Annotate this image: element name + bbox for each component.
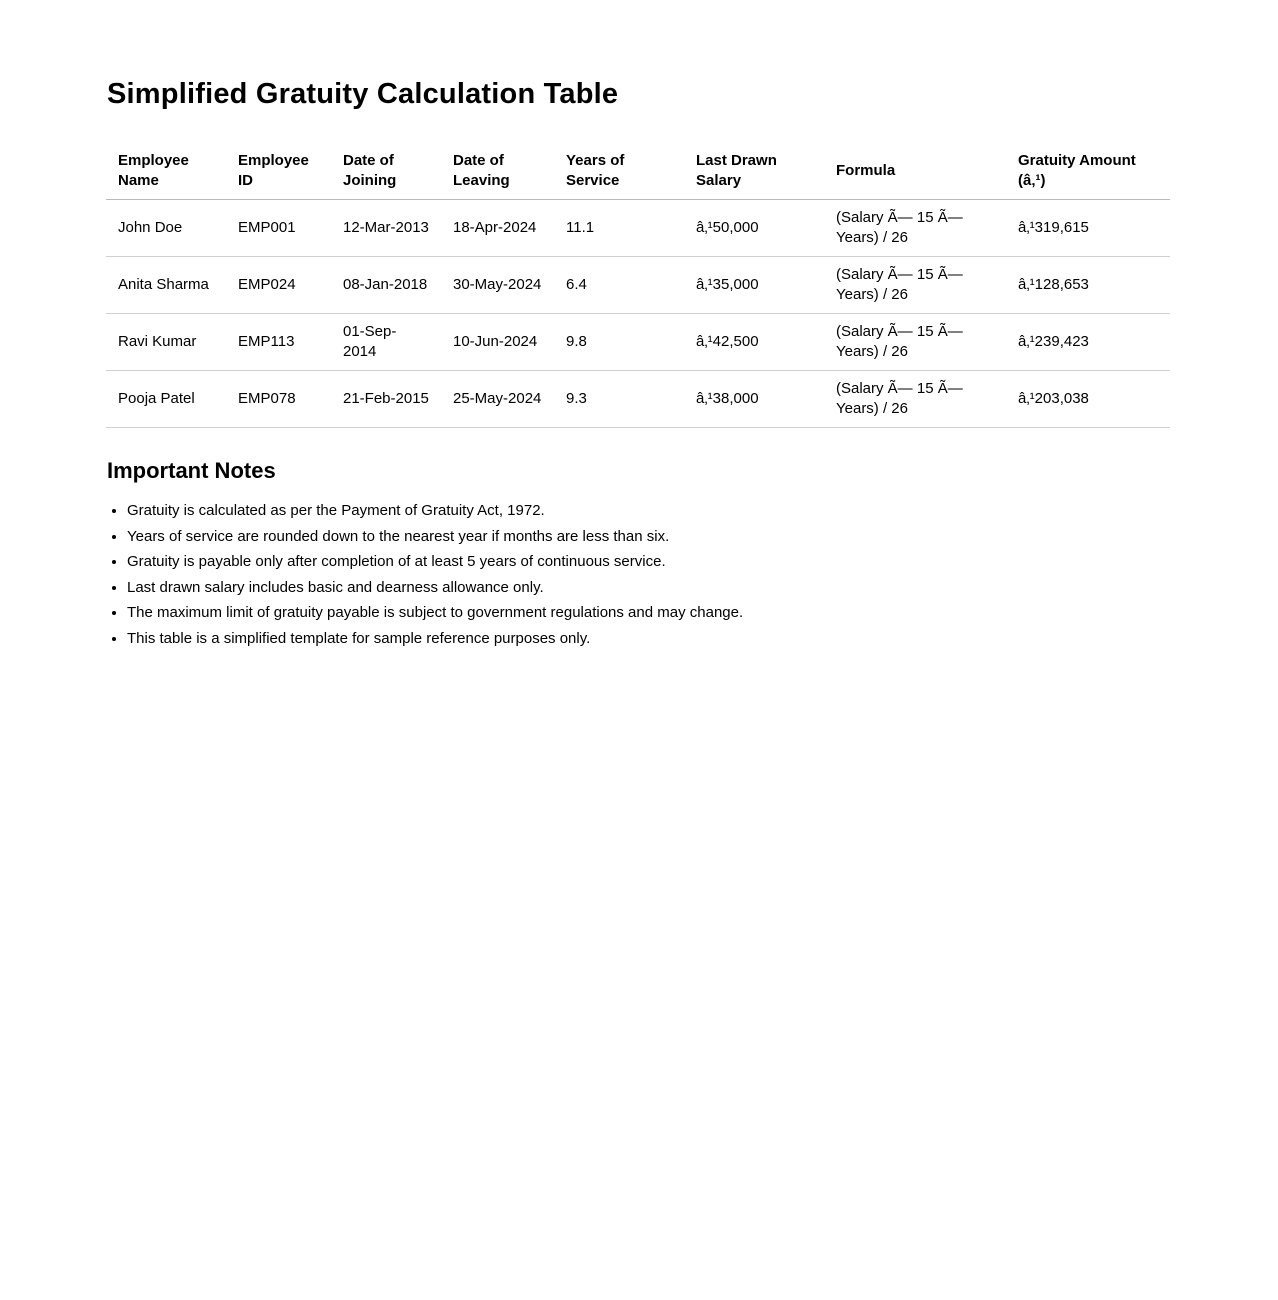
column-header-last-drawn-salary: Last Drawn Salary: [684, 143, 824, 200]
cell-formula: (Salary Ã— 15 Ã— Years) / 26: [824, 371, 1006, 428]
column-header-gratuity-amount: Gratuity Amount (â‚¹): [1006, 143, 1170, 200]
cell-date-of-leaving: 18-Apr-2024: [441, 200, 554, 257]
cell-employee-id: EMP078: [226, 371, 331, 428]
table-header-row: [106, 143, 1170, 200]
cell-years-of-service: 11.1: [554, 200, 684, 257]
column-header-formula: Formula: [824, 143, 1006, 200]
note-item: • Years of service are rounded down to the nearest year if months are less than six.: [127, 524, 1170, 550]
note-item: • This table is a simplified template for sample reference purposes only.: [127, 626, 1170, 652]
cell-last-drawn-salary: â‚¹42,500: [684, 314, 824, 371]
note-item: • Last drawn salary includes basic and dearness allowance only.: [127, 575, 1170, 601]
cell-gratuity-amount: â‚¹128,653: [1006, 257, 1170, 314]
cell-formula: (Salary Ã— 15 Ã— Years) / 26: [824, 200, 1006, 257]
cell-date-of-leaving: 30-May-2024: [441, 257, 554, 314]
note-item: • The maximum limit of gratuity payable is subject to government regulations and may change.: [127, 600, 1170, 626]
note-item: • Gratuity is calculated as per the Payment of Gratuity Act, 1972.: [127, 498, 1170, 524]
table-row: [106, 200, 1170, 257]
cell-date-of-joining: 01-Sep-2014: [331, 314, 441, 371]
column-header-date-of-leaving: Date of Leaving: [441, 143, 554, 200]
column-header-employee-id: Employee ID: [226, 143, 331, 200]
cell-gratuity-amount: â‚¹239,423: [1006, 314, 1170, 371]
table-row: [106, 257, 1170, 314]
cell-last-drawn-salary: â‚¹35,000: [684, 257, 824, 314]
column-header-date-of-joining: Date of Joining: [331, 143, 441, 200]
cell-date-of-joining: 08-Jan-2018: [331, 257, 441, 314]
cell-last-drawn-salary: â‚¹38,000: [684, 371, 824, 428]
table-row: [106, 371, 1170, 428]
gratuity-table: [106, 143, 1170, 428]
cell-years-of-service: 9.8: [554, 314, 684, 371]
cell-formula: (Salary Ã— 15 Ã— Years) / 26: [824, 257, 1006, 314]
table-row: [106, 314, 1170, 371]
document-page: [106, 0, 1170, 711]
column-header-employee-name: Employee Name: [106, 143, 226, 200]
cell-date-of-leaving: 25-May-2024: [441, 371, 554, 428]
cell-gratuity-amount: â‚¹203,038: [1006, 371, 1170, 428]
cell-employee-id: EMP113: [226, 314, 331, 371]
cell-gratuity-amount: â‚¹319,615: [1006, 200, 1170, 257]
page-title: Simplified Gratuity Calculation Table: [107, 78, 619, 110]
cell-date-of-leaving: 10-Jun-2024: [441, 314, 554, 371]
cell-employee-id: EMP024: [226, 257, 331, 314]
column-header-years-of-service: Years of Service: [554, 143, 684, 200]
notes-list: [106, 498, 1170, 651]
cell-employee-name: Anita Sharma: [106, 257, 226, 314]
cell-formula: (Salary Ã— 15 Ã— Years) / 26: [824, 314, 1006, 371]
cell-employee-id: EMP001: [226, 200, 331, 257]
cell-years-of-service: 6.4: [554, 257, 684, 314]
cell-date-of-joining: 21-Feb-2015: [331, 371, 441, 428]
cell-employee-name: John Doe: [106, 200, 226, 257]
notes-heading: Important Notes: [107, 458, 276, 484]
cell-years-of-service: 9.3: [554, 371, 684, 428]
cell-date-of-joining: 12-Mar-2013: [331, 200, 441, 257]
cell-employee-name: Pooja Patel: [106, 371, 226, 428]
note-item: • Gratuity is payable only after completion of at least 5 years of continuous service.: [127, 549, 1170, 575]
cell-employee-name: Ravi Kumar: [106, 314, 226, 371]
cell-last-drawn-salary: â‚¹50,000: [684, 200, 824, 257]
